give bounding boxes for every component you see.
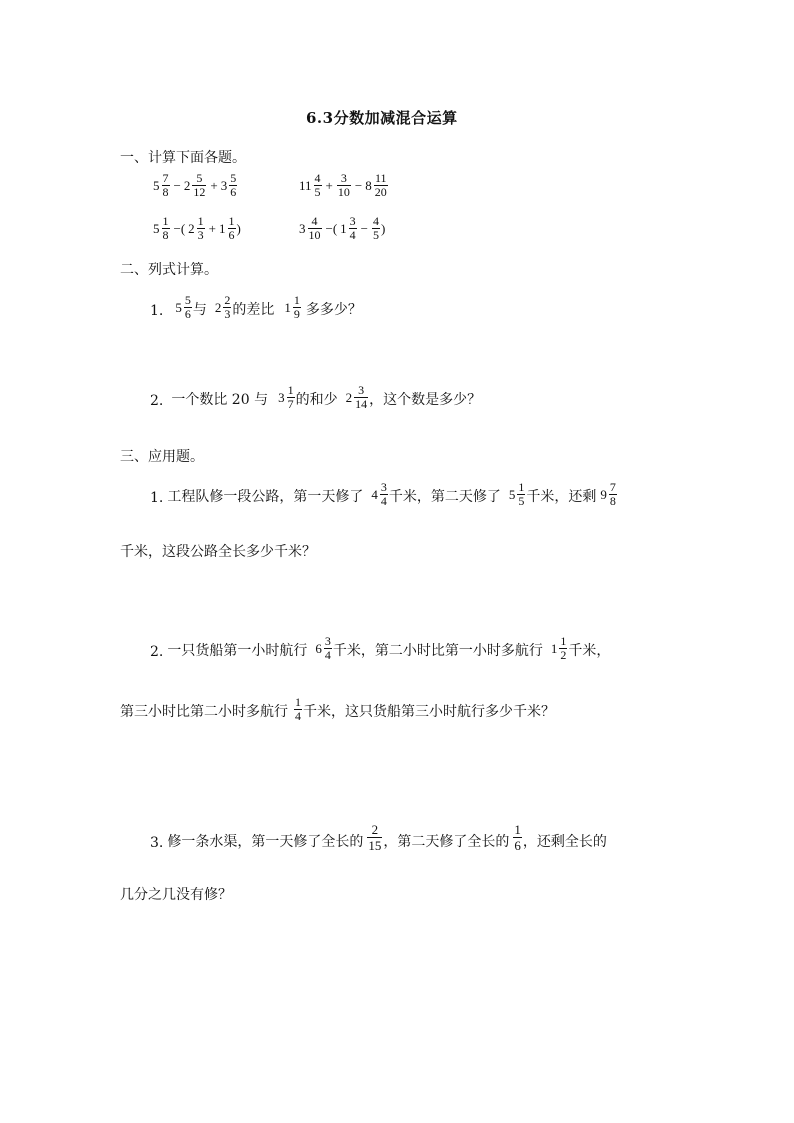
fraction [609, 481, 617, 508]
question-number: 1. [150, 303, 164, 319]
whole: 4 [371, 486, 378, 502]
fraction [294, 696, 302, 723]
numerator: 1 [162, 214, 169, 228]
fraction [314, 172, 322, 199]
whole: 3 [220, 177, 228, 193]
operator: − [360, 220, 369, 236]
list-calc-question-2 [150, 384, 481, 411]
numerator: 2 [224, 293, 231, 307]
numerator: 1 [560, 634, 567, 648]
numerator: 1 [228, 214, 235, 228]
question-text: 千米，第二天修了 [388, 489, 501, 505]
numerator: 11 [374, 171, 387, 185]
whole: 11 [299, 177, 312, 193]
fraction [337, 172, 351, 199]
whole: 1 [284, 299, 291, 315]
numerator: 3 [324, 634, 331, 648]
numerator: 4 [314, 171, 321, 185]
question-text: 千米，第二小时比第一小时多航行 [332, 643, 543, 659]
denominator: 9 [293, 307, 300, 321]
application-question-2-line-2 [120, 696, 555, 723]
numerator: 3 [380, 480, 387, 494]
fraction [380, 481, 388, 508]
fraction [559, 635, 567, 662]
whole: 2 [345, 389, 353, 405]
whole: 2 [183, 177, 191, 193]
denominator: 3 [224, 307, 231, 321]
denominator: 10 [308, 228, 321, 242]
fraction [517, 481, 525, 508]
question-text: 一只货船第一小时航行 [167, 643, 308, 659]
whole: 2 [188, 220, 195, 236]
denominator: 12 [193, 185, 206, 199]
operator: −( [325, 220, 338, 236]
whole: 9 [600, 486, 607, 502]
denominator: 6 [184, 307, 191, 321]
denominator: 14 [355, 397, 368, 411]
fraction [229, 172, 237, 199]
numerator: 4 [311, 214, 318, 228]
whole: 6 [315, 640, 322, 656]
application-question-3-line-2: 几分之几没有修？ [120, 887, 232, 903]
expression-4 [299, 215, 388, 242]
operator: − [173, 177, 181, 193]
whole: 5 [175, 299, 182, 315]
section-one-heading: 一、计算下面各题。 [120, 150, 246, 166]
whole: 1 [340, 220, 347, 236]
numerator: 3 [349, 214, 356, 228]
question-text: ，第二天修了全长的 [383, 834, 510, 850]
whole: 1 [219, 220, 226, 236]
question-text: 一个数比 20 与 [171, 392, 269, 408]
operator: ) [236, 220, 241, 236]
fraction [367, 822, 382, 853]
denominator: 5 [314, 185, 321, 199]
denominator: 8 [162, 185, 169, 199]
question-text: 修一条水渠，第一天修了全长的 [167, 834, 364, 850]
question-text: ，这个数是多少？ [369, 392, 482, 408]
list-calc-question-1 [150, 294, 362, 321]
denominator: 8 [162, 228, 169, 242]
denominator: 15 [368, 838, 382, 853]
denominator: 4 [295, 709, 301, 723]
question-text: 的和少 [295, 392, 338, 408]
operator: ) [381, 220, 386, 236]
question-text: 第三小时比第二小时多航行 [120, 704, 288, 720]
question-text: 的差比 [232, 302, 275, 318]
whole: 1 [550, 640, 558, 656]
application-question-3 [150, 822, 607, 853]
fraction-mixed [175, 294, 193, 321]
numerator: 1 [295, 695, 301, 709]
operator: + [325, 177, 333, 193]
numerator: 7 [162, 171, 169, 185]
fraction [513, 822, 522, 853]
denominator: 20 [374, 185, 387, 199]
denominator: 4 [380, 494, 387, 508]
fraction-mixed [284, 294, 302, 321]
numerator: 1 [514, 822, 521, 837]
numerator: 5 [230, 171, 237, 185]
operator: + [208, 220, 217, 236]
expression-2 [299, 172, 389, 199]
fraction-mixed [315, 635, 333, 662]
fraction-mixed [509, 481, 527, 508]
fraction [287, 384, 295, 411]
whole: 5 [508, 486, 516, 502]
question-text: 千米，这只货船第三小时航行多少千米？ [303, 704, 555, 720]
fraction-mixed [278, 384, 296, 411]
fraction [324, 635, 332, 662]
fraction [374, 172, 388, 199]
denominator: 6 [514, 838, 521, 853]
whole: 5 [153, 177, 160, 193]
numerator: 3 [358, 383, 365, 397]
numerator: 7 [609, 480, 616, 494]
question-text: 与 [192, 302, 207, 318]
section-two-heading: 二、列式计算。 [120, 262, 218, 278]
fraction [197, 215, 205, 242]
application-question-1-line-2: 千米，这段公路全长多少千米？ [120, 544, 316, 560]
fraction-mixed [551, 635, 569, 662]
fraction [162, 172, 170, 199]
numerator: 5 [184, 293, 191, 307]
fraction [192, 172, 206, 199]
expression-3 [153, 215, 244, 242]
denominator: 2 [560, 648, 567, 662]
question-number: 2. [150, 644, 164, 660]
question-text: ，还剩全长的 [522, 834, 607, 850]
denominator: 10 [337, 185, 350, 199]
numerator: 4 [373, 214, 380, 228]
fraction-mixed [215, 294, 233, 321]
operator: + [210, 177, 218, 193]
fraction [184, 294, 192, 321]
numerator: 3 [340, 171, 347, 185]
question-text: 千米， [568, 643, 611, 659]
denominator: 3 [197, 228, 204, 242]
expression-1 [153, 172, 238, 199]
fraction-mixed [346, 384, 370, 411]
question-text: 工程队修一段公路，第一天修了 [167, 489, 364, 505]
fraction [308, 215, 322, 242]
fraction [349, 215, 357, 242]
denominator: 4 [324, 648, 331, 662]
numerator: 5 [196, 171, 203, 185]
denominator: 7 [287, 397, 294, 411]
numerator: 1 [197, 214, 204, 228]
fraction [228, 215, 236, 242]
operator: −( [173, 220, 186, 236]
whole: 3 [299, 220, 306, 236]
numerator: 1 [293, 293, 300, 307]
section-three-heading: 三、应用题。 [120, 449, 204, 465]
numerator: 2 [371, 822, 379, 837]
operator: − [354, 177, 363, 193]
denominator: 8 [609, 494, 616, 508]
application-question-1 [150, 481, 618, 508]
whole: 5 [153, 220, 160, 236]
fraction [162, 215, 170, 242]
fraction [354, 384, 368, 411]
fraction [223, 294, 231, 321]
question-number: 2. [150, 393, 164, 409]
denominator: 6 [228, 228, 235, 242]
page-title: 6.3分数加减混合运算 [306, 109, 458, 127]
numerator: 1 [287, 383, 294, 397]
question-text: 多多少？ [305, 302, 362, 318]
fraction [372, 215, 380, 242]
whole: 3 [278, 389, 285, 405]
whole: 2 [214, 299, 222, 315]
question-text: 千米，还剩 [526, 489, 597, 505]
denominator: 5 [518, 494, 525, 508]
numerator: 1 [518, 480, 525, 494]
whole: 8 [365, 177, 372, 193]
fraction [293, 294, 301, 321]
question-number: 1. [150, 490, 164, 506]
fraction-mixed [600, 481, 618, 508]
question-number: 3. [150, 835, 164, 851]
fraction-mixed [371, 481, 389, 508]
denominator: 4 [349, 228, 356, 242]
denominator: 6 [230, 185, 237, 199]
denominator: 5 [373, 228, 380, 242]
application-question-2 [150, 635, 610, 662]
